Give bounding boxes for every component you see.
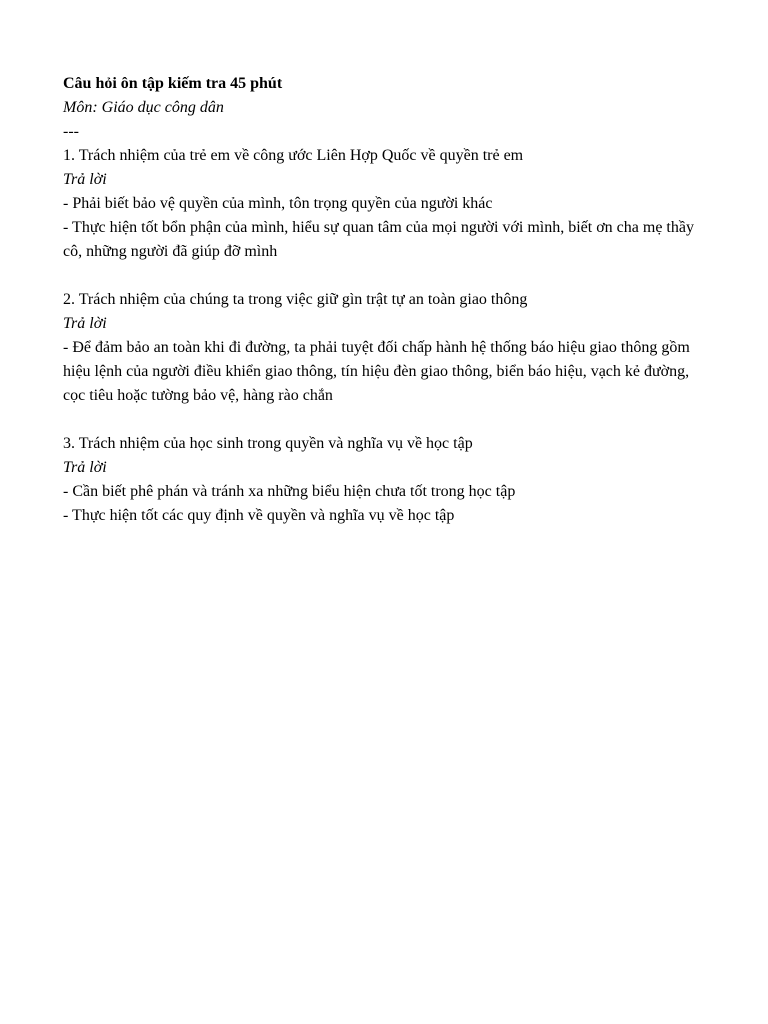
paragraph-gap	[63, 264, 713, 288]
answer-line: - Thực hiện tốt các quy định về quyền và nghĩa vụ về học tập	[63, 507, 455, 524]
answer-label: Trả lời	[63, 459, 107, 476]
document-title: Câu hỏi ôn tập kiếm tra 45 phút	[63, 75, 283, 92]
answer-label: Trả lời	[63, 315, 107, 332]
question-text: 1. Trách nhiệm của trẻ em về công ước Liên Hợp Quốc về quyền trẻ em	[63, 147, 524, 164]
question-block-3	[63, 432, 713, 528]
question-text: 3. Trách nhiệm của học sinh trong quyền và nghĩa vụ về học tập	[63, 435, 473, 452]
question-block-2	[63, 288, 713, 408]
answer-line: - Cần biết phê phán và tránh xa những biểu hiện chưa tốt trong học tập	[63, 483, 516, 500]
paragraph-gap	[63, 408, 713, 432]
question-text: 2. Trách nhiệm của chúng ta trong việc giữ gìn trật tự an toàn giao thông	[63, 291, 528, 308]
document-subject: Môn: Giáo dục công dân	[63, 99, 224, 116]
answer-line: - Thực hiện tốt bổn phận của mình, hiểu sự quan tâm của mọi người với mình, biết ơn cha mẹ thầy cô, những người đã giúp đỡ mình	[63, 219, 694, 260]
answer-line: - Phải biết bảo vệ quyền của mình, tôn trọng quyền của người khác	[63, 195, 493, 212]
document-page	[63, 72, 713, 528]
question-block-1	[63, 144, 713, 264]
separator: ---	[63, 123, 79, 140]
answer-label: Trả lời	[63, 171, 107, 188]
answer-line: - Để đảm bảo an toàn khi đi đường, ta phải tuyệt đối chấp hành hệ thống báo hiệu giao thông gồm hiệu lệnh của người điều khiển giao thông, tín hiệu đèn giao thông, biển báo hiệu, vạch kẻ đường, cọc tiêu hoặc tường bảo vệ, hàng rào chắn	[63, 339, 690, 404]
